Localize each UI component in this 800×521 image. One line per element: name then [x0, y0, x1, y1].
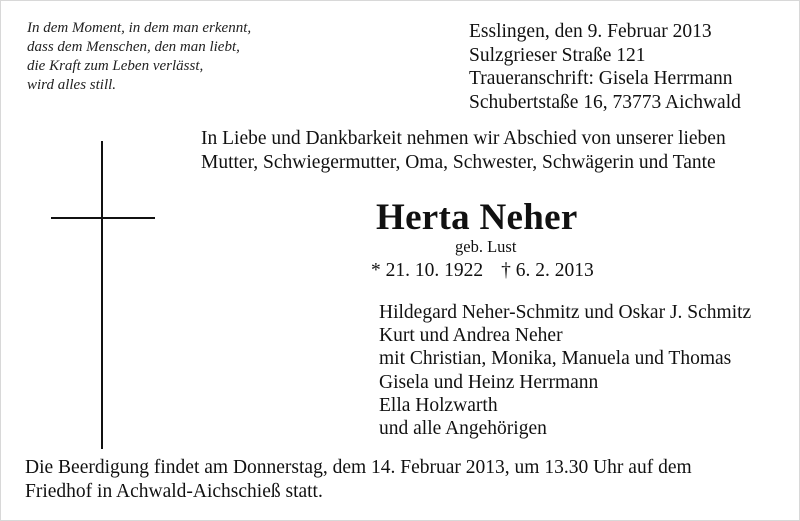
funeral-info — [25, 456, 785, 504]
mourner-line: Gisela und Heinz Herrmann — [379, 371, 599, 393]
deceased-name: Herta Neher — [376, 197, 578, 238]
death-date: † 6. 2. 2013 — [501, 260, 594, 281]
life-dates — [371, 259, 594, 283]
mourning-address-label: Traueranschrift: Gisela Herrmann — [469, 68, 733, 89]
poem-line: wird alles still. — [27, 77, 117, 93]
mourner-line: und alle Angehörigen — [379, 418, 547, 440]
cross-icon-bar — [51, 217, 155, 219]
intro-line: In Liebe und Dankbarkeit nehmen wir Abschied von unserer lieben — [201, 128, 726, 149]
birth-date: * 21. 10. 1922 — [371, 260, 484, 281]
place-date: Esslingen, den 9. Februar 2013 — [469, 21, 712, 42]
street-address: Sulzgrieser Straße 121 — [469, 44, 646, 66]
poem-line: In dem Moment, in dem man erkennt, — [27, 20, 252, 36]
poem-line: dass dem Menschen, den man liebt, — [27, 39, 240, 55]
mourner-line: Hildegard Neher-Schmitz und Oskar J. Schmitz — [379, 302, 752, 323]
funeral-line: Die Beerdigung findet am Donnerstag, dem 14. Februar 2013, um 13.30 Uhr auf dem — [25, 457, 692, 478]
maiden-name: geb. Lust — [455, 237, 517, 256]
poem-line: die Kraft zum Leben verlässt, — [27, 58, 204, 74]
mourner-line: Ella Holzwarth — [379, 394, 498, 416]
farewell-intro — [201, 127, 791, 175]
intro-line: Mutter, Schwiegermutter, Oma, Schwester, Schwägerin und Tante — [201, 152, 716, 173]
cross-icon — [101, 141, 103, 449]
mourner-line: Kurt und Andrea Neher — [379, 325, 563, 347]
funeral-line: Friedhof in Achwald-Aichschieß statt. — [25, 481, 323, 502]
memorial-poem — [27, 19, 327, 95]
mourners-list — [379, 301, 789, 440]
mourner-line: mit Christian, Monika, Manuela und Thomas — [379, 348, 732, 370]
place-date-address — [469, 20, 789, 114]
mourning-address: Schubertstaße 16, 73773 Aichwald — [469, 91, 741, 113]
